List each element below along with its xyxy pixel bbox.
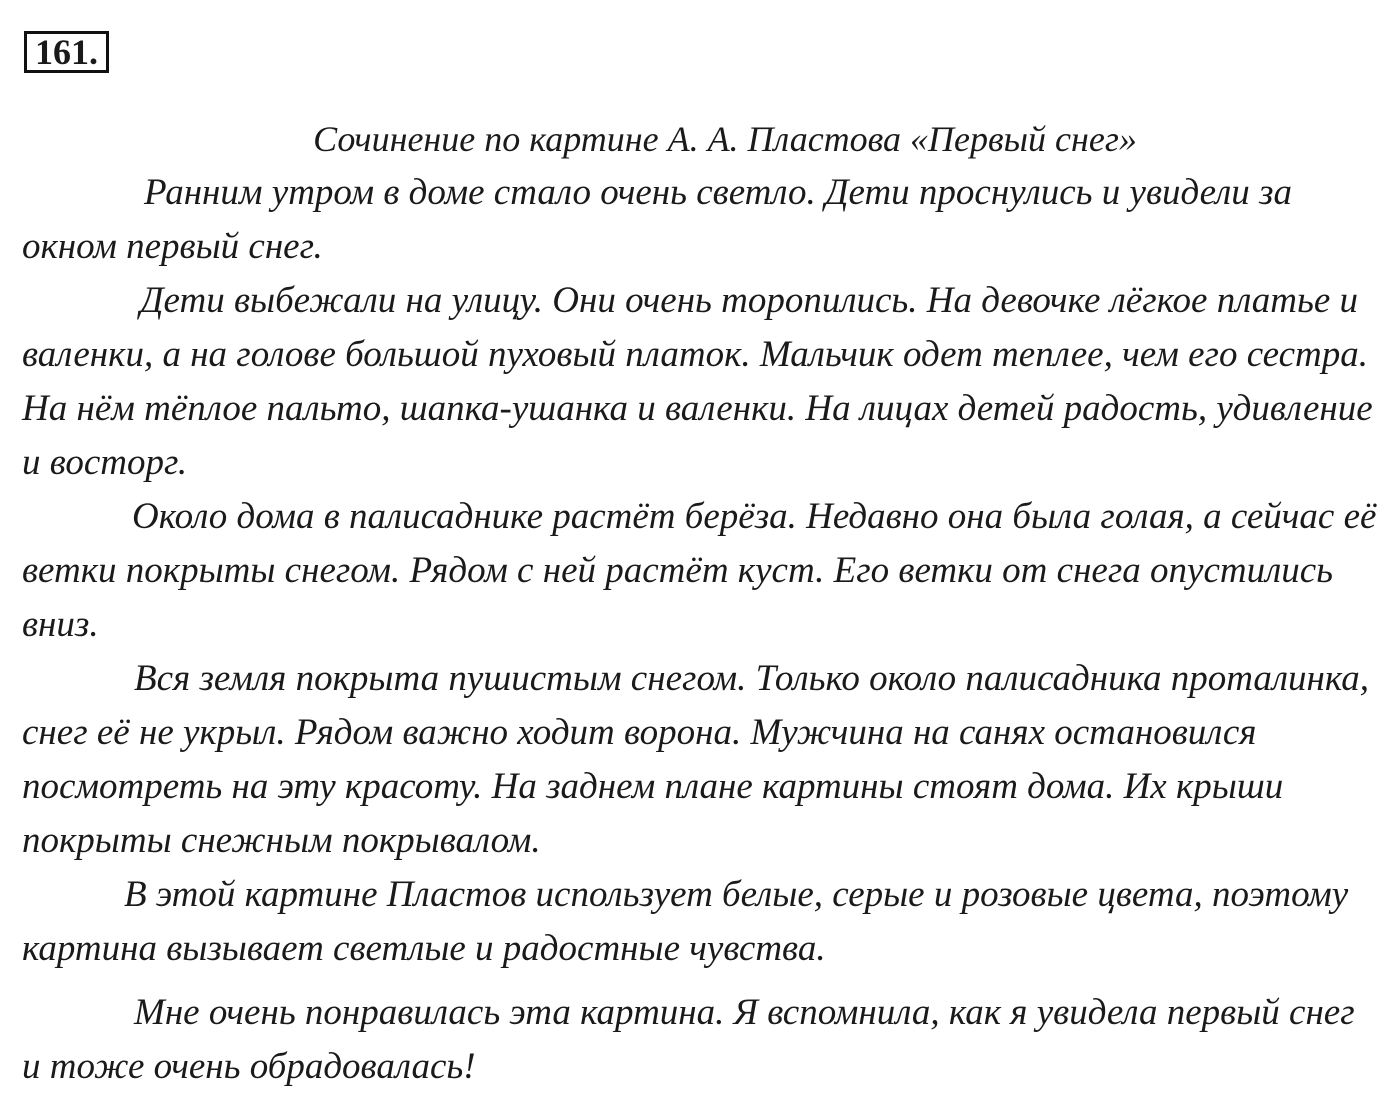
essay-title: Сочинение по картине А. А. Пластова «Первый снег» bbox=[313, 119, 1137, 159]
paragraph-5: В этой картине Пластов использует белые, серые и розовые цвета, поэтому картина вызывает светлые и радостные чувства. bbox=[22, 874, 1349, 969]
paragraph-3: Около дома в палисаднике растёт берёза. Недавно она была голая, а сейчас её ветки покрыты снегом. Рядом с ней растёт куст. Его ветки от снега опустились вниз. bbox=[22, 496, 1377, 645]
paragraph-2: Дети выбежали на улицу. Они очень торопились. На девочке лёгкое платье и валенки, а на голове большой пуховый платок. Мальчик одет теплее, чем его сестра. На нём тёплое пальто, шапка-ушанка и валенки. На лицах детей радость, удивление и восторг. bbox=[22, 280, 1373, 483]
exercise-number: 161. bbox=[35, 32, 98, 72]
paragraph-6: Мне очень понравилась эта картина. Я вспомнила, как я увидела первый снег и тоже очень обрадовалась! bbox=[22, 992, 1355, 1087]
paragraph-1: Ранним утром в доме стало очень светло. Дети проснулись и увидели за окном первый снег. bbox=[22, 172, 1292, 267]
essay-body bbox=[22, 112, 1380, 1094]
exercise-number-badge bbox=[24, 31, 109, 73]
paragraph-4: Вся земля покрыта пушистым снегом. Только около палисадника проталинка, снег её не укрыл. Рядом важно ходит ворона. Мужчина на санях остановился посмотреть на эту красоту. На заднем плане картины стоят дома. Их крыши покрыты снежным покрывалом. bbox=[22, 658, 1370, 861]
